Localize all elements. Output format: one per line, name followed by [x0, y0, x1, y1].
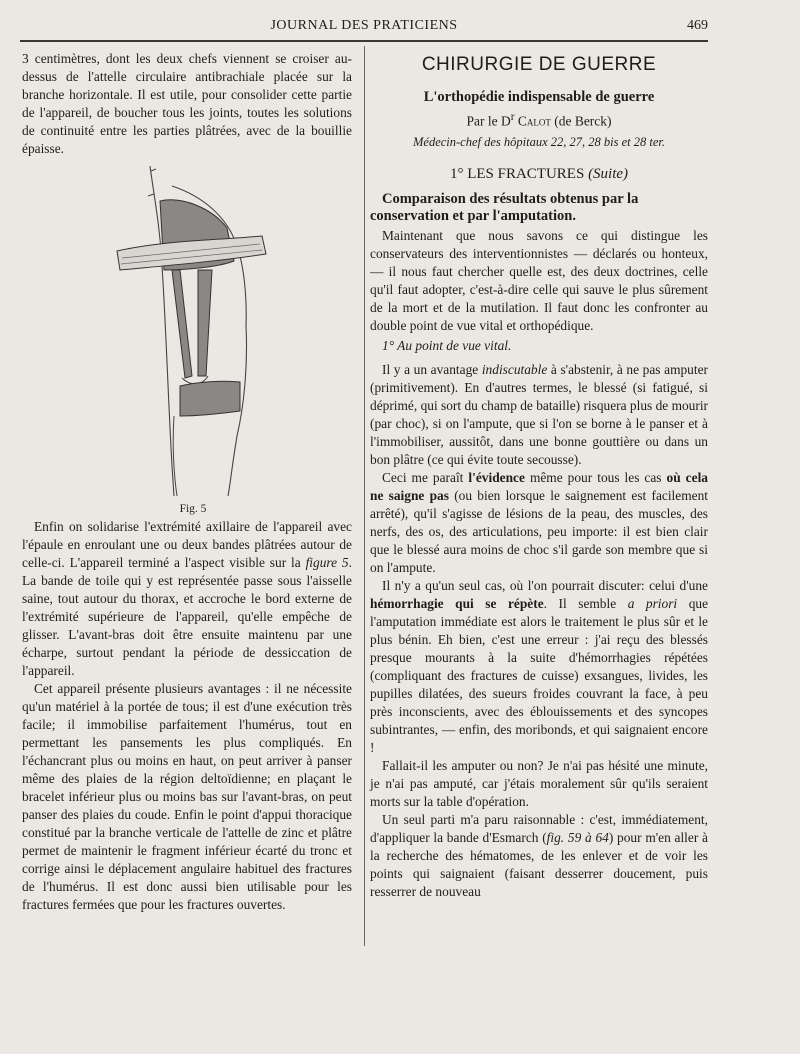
left-p2-b: . La bande de toile qui y est représentée passe sous l'aisselle saine, tout autour du thorax, et accroche le bord externe de l'extrémité supérieure de l'appareil, qu'elle empêche de glisser. L'avant-bras doit être ensuite maintenu par une écharpe, surtout pendant la période de dessiccation de l'appareil. — [22, 555, 352, 678]
right-p6-ital: fig. 59 à 64 — [546, 829, 609, 845]
point-label: Au point de vue vital. — [397, 337, 512, 353]
subhead — [370, 165, 708, 183]
right-p3-c: (ou bien lorsque le saignement est facilement arrêté), qu'il s'agisse de lésions de la peau, des muscles, des nerfs, des os, des articulations, peu importe: il est bien clair que le blessé aura moins de choc s'il garde son membre que si on l'ampute. — [370, 487, 708, 575]
right-p4-b: . Il semble — [543, 595, 628, 611]
right-p2-a: Il y a un avantage — [382, 361, 482, 377]
figure-ref: figure 5 — [305, 555, 349, 570]
subhead-main: 1° LES FRACTURES — [449, 165, 585, 182]
figure-caption: Fig. 5 — [179, 503, 207, 515]
right-paragraph-2 — [370, 361, 708, 469]
right-p6-b: ) pour m'en aller à la recherche des hématomes, de les enlever et de voir les points qui saignaient (faisant desserrer doucement, puis resserrer de nouveau — [370, 829, 708, 899]
right-column — [370, 56, 708, 901]
left-paragraph-1: 3 centimètres, dont les deux chefs viennent se croiser au-dessus de l'attelle circulaire antibrachiale placée sur la branche horizontale. Il est utile, pour consolider cette partie de l'appareil, de boucher tous les joints, toutes les solutions de continuité entre les parties plâtrées, avec de la bouillie épaisse. — [22, 51, 352, 156]
right-p3-a: Ceci me paraît — [382, 469, 469, 485]
affiliation: Médecin-chef des hôpitaux 22, 27, 28 bis et 28 ter. — [412, 134, 666, 149]
right-p4-ital: a priori — [627, 595, 678, 611]
right-p3-b: même pour tous les cas — [524, 469, 667, 485]
article-title: L'orthopédie indispensable de guerre — [423, 89, 655, 105]
right-p4-bold: hémorrhagie qui se répète — [370, 595, 544, 611]
right-paragraph-5: Fallait-il les amputer ou non? Je n'ai pas hésité une minute, je n'ai pas amputé, car j'étais moralement sûr qu'ils seraient morts sur la table d'opération. — [370, 757, 708, 809]
byline-sup: r — [510, 111, 515, 123]
byline-prefix: Par le D — [466, 113, 511, 129]
arm-splint-drawing — [22, 166, 352, 496]
byline-suffix: (de Berck) — [554, 113, 612, 129]
right-paragraph-3 — [370, 469, 708, 577]
left-column — [22, 50, 352, 914]
section-title: CHIRURGIE DE GUERRE — [421, 54, 657, 75]
right-p6-a: Un seul parti m'a paru raisonnable : c'est, immédiatement, d'appliquer la bande d'Esmarch ( — [370, 811, 708, 845]
right-paragraph-6 — [370, 811, 708, 901]
left-p2-a: Enfin on solidarise l'extrémité axillaire de l'appareil avec l'épaule en enroulant une ou deux bandes plâtrées autour de celle-ci. L'appareil terminé a l'aspect visible sur la — [22, 519, 352, 570]
left-paragraph-3: Cet appareil présente plusieurs avantages : il ne nécessite qu'un matériel à la portée de tous; il est d'une exécution très facile; il immobilise parfaitement l'humérus, tout en permettant les pansements les plus compliqués. En l'échancrant plus ou moins en haut, on peut arriver à panser même des plaies de la région deltoïdienne; en plaçant le bracelet inférieur plus ou moins bas sur l'avant-bras, on peut panser des plaies du coude. Enfin le point d'appui thoracique constitué par la branche verticale de l'attelle de zinc et plâtre permet de maintenir le fragment inférieur écarté du tronc et corrige ainsi le déplacement angulaire habituel des fractures de l'humérus. Il est donc aussi bien utilisable pour les fractures fermées que pour les fractures ouvertes. — [22, 681, 352, 912]
right-p4-a: Il n'y a qu'un seul cas, où l'on pourrait discuter: celui d'une — [382, 577, 708, 593]
column-divider — [364, 46, 365, 946]
right-p4-c: que l'amputation immédiate est alors le traitement le plus sûr et le plus bénin. Eh bien, c'est une erreur : j'ai reçu des blessés presque mourants à la suite d'hémorrhagies répétées (compliquant des fractures de cuisse) exsangues, livides, les pupilles dilatées, des sueurs froides couvrant la face, à peu près inconscients, avec des éblouissements et des syncopes subintrantes, — enfin, des moribonds, et qui saignaient encore ! — [370, 595, 709, 755]
journal-title: JOURNAL DES PRATICIENS — [270, 18, 458, 33]
right-p2-ital: indiscutable — [481, 361, 548, 377]
right-paragraph-1: Maintenant que nous savons ce qui distingue les conservateurs des interventionnistes — déclarés ou honteux, — il nous faut chercher quelle est, des deux doctrines, celle qu'il faut adopter, c'est-à-dire celle qui sauve le plus sûrement de la mort et de la mutilation. Il faut donc les confronter au double point de vue vital et orthopédique. — [370, 227, 708, 333]
page-header — [20, 14, 708, 38]
comparison-title: Comparaison des résultats obtenus par la conservation et par l'amputation. — [370, 190, 639, 224]
point-heading — [370, 337, 708, 355]
byline — [370, 108, 708, 131]
point-number: 1° — [382, 337, 395, 353]
page-number: 469 — [687, 18, 708, 33]
left-paragraph-2 — [22, 518, 352, 680]
header-rule — [20, 40, 708, 42]
figure-5-illustration — [22, 166, 352, 496]
right-p2-b: à s'abstenir, à ne pas amputer (primitivement). En d'autres termes, le blessé (si fatigué, si déprimé, qui sort du champ de bataille) risquera plus de mourir (par choc), si on l'ampute, que si l'on se borne à le panser et à l'immobiliser, aussitôt, dans une bonne gouttière ou dans un bon plâtre (ce qui évite toute secousse). — [370, 361, 709, 467]
subhead-suite: (Suite) — [588, 165, 629, 182]
author-name: Calot — [517, 113, 551, 129]
right-paragraph-4 — [370, 577, 708, 757]
right-p3-bold2: où cela ne saigne pas — [370, 469, 708, 503]
right-p3-bold1: l'évidence — [468, 469, 525, 485]
